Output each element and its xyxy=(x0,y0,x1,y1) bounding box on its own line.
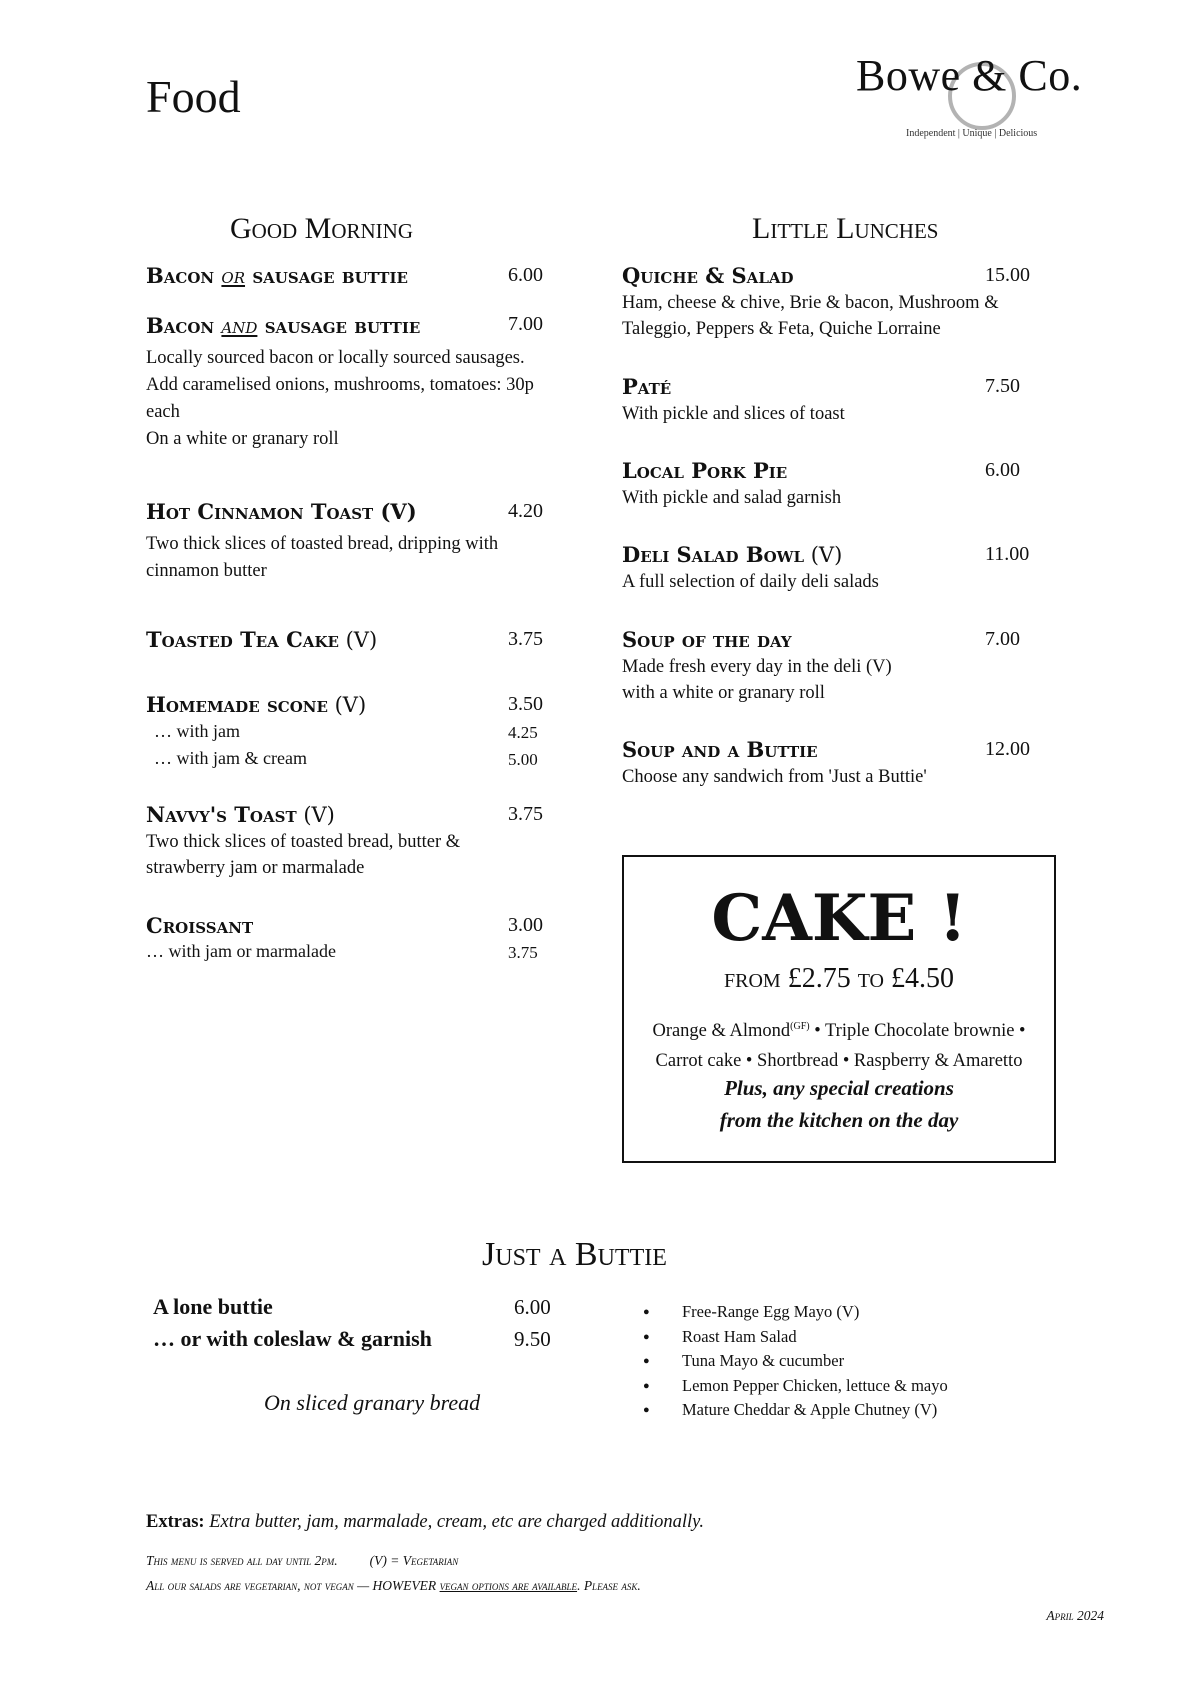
menu-item-price: 3.75 xyxy=(508,628,543,650)
menu-item-name: Croissant xyxy=(146,913,254,938)
menu-item-price: 15.00 xyxy=(985,264,1030,286)
extras-note: Extras: Extra butter, jam, marmalade, cream, etc are charged additionally. xyxy=(146,1512,704,1532)
logo-name: Bowe & Co. xyxy=(856,51,1083,100)
menu-item-description: Two thick slices of toasted bread, butter & strawberry jam or marmalade xyxy=(146,832,461,878)
menu-item-description: A full selection of daily deli salads xyxy=(622,572,879,592)
list-item: ● Lemon Pepper Chicken, lettuce & mayo xyxy=(640,1374,948,1399)
menu-sub-price: 4.25 xyxy=(508,723,538,742)
menu-item-name: Hot Cinnamon Toast (V) xyxy=(146,499,417,524)
menu-item-price: 3.75 xyxy=(508,803,543,825)
menu-item-price: 6.00 xyxy=(508,264,543,286)
menu-item-price: 4.20 xyxy=(508,500,543,522)
menu-item-name: Toasted Tea Cake (V) xyxy=(146,627,378,652)
buttie-option: … or with coleslaw & garnish xyxy=(153,1326,432,1351)
menu-item-description: Made fresh every day in the deli (V) with a white or granary roll xyxy=(622,657,892,703)
page-title: Food xyxy=(146,71,241,122)
list-item: ● Tuna Mayo & cucumber xyxy=(640,1349,948,1374)
menu-sub-price: 5.00 xyxy=(508,750,538,769)
menu-item-name: Local Pork Pie xyxy=(622,458,788,483)
menu-item-price: 7.00 xyxy=(508,313,543,335)
menu-item-price: 6.00 xyxy=(985,459,1020,481)
cake-price-range: from £2.75 to £4.50 xyxy=(724,963,954,994)
menu-item-price: 7.00 xyxy=(985,628,1020,650)
section-title-little-lunches: Little Lunches xyxy=(752,212,939,245)
menu-item-description: With pickle and salad garnish xyxy=(622,488,842,508)
logo-tagline: Independent | Unique | Delicious xyxy=(906,128,1038,139)
buttie-option: A lone buttie xyxy=(153,1294,273,1319)
menu-item-price: 3.00 xyxy=(508,914,543,936)
menu-item-name: Navvy's Toast (V) xyxy=(146,802,335,827)
cake-title: CAKE ! xyxy=(711,881,967,956)
menu-sub-price: 3.75 xyxy=(508,943,538,962)
menu-item-description: Choose any sandwich from 'Just a Buttie' xyxy=(622,767,927,787)
menu-item-price: 12.00 xyxy=(985,738,1030,760)
menu-sub-option: … with jam & cream xyxy=(154,748,307,768)
list-item: ● Roast Ham Salad xyxy=(640,1325,948,1350)
menu-item-name: Homemade scone (V) xyxy=(146,692,367,717)
menu-item-price: 3.50 xyxy=(508,693,543,715)
menu-date: April 2024 xyxy=(1046,1608,1104,1623)
menu-item-name: Paté xyxy=(622,374,672,399)
buttie-option-price: 9.50 xyxy=(514,1327,551,1351)
cake-list: Orange & Almond$^{(GF)}$ • Triple Chocolate brownie • Carrot cake • Shortbread • Raspberry & Amaretto xyxy=(652,1021,1026,1072)
menu-item-price: 7.50 xyxy=(985,375,1020,397)
section-title-just-a-buttie: Just a Buttie xyxy=(482,1236,667,1273)
menu-item-name: Soup and a Buttie xyxy=(622,737,818,762)
menu-item-name: Quiche & Salad xyxy=(622,263,794,288)
buttie-option-price: 6.00 xyxy=(514,1295,551,1319)
menu-sub-option: … with jam or marmalade xyxy=(146,941,336,961)
menu-item-name: Bacon and sausage buttie xyxy=(146,313,421,338)
cake-box xyxy=(622,855,1056,1163)
menu-item-name: Deli Salad Bowl (V) xyxy=(622,542,843,567)
menu-item-description: Two thick slices of toasted bread, dripping with cinnamon butter xyxy=(146,534,499,581)
list-item: ● Mature Cheddar & Apple Chutney (V) xyxy=(640,1398,948,1423)
vegan-note: All our salads are vegetarian, not vegan — HOWEVER vegan options are available. Please ask. xyxy=(146,1578,641,1593)
menu-item-name: Bacon or sausage buttie xyxy=(146,263,408,288)
menu-item-price: 11.00 xyxy=(985,543,1030,565)
menu-item-description: Ham, cheese & chive, Brie & bacon, Mushroom & Taleggio, Peppers & Feta, Quiche Lorraine xyxy=(622,293,999,339)
menu-item-name: Soup of the day xyxy=(622,627,792,652)
section-title-good-morning: Good Morning xyxy=(230,212,413,245)
cake-special-note: Plus, any special creations from the kitchen on the day xyxy=(719,1076,959,1132)
fillings-list xyxy=(640,1300,948,1423)
menu-item-description: Locally sourced bacon or locally sourced sausages. Add caramelised onions, mushrooms, tomatoes: 30p each On a white or granary roll xyxy=(146,348,534,449)
menu-item-description: With pickle and slices of toast xyxy=(622,404,845,424)
menu-sub-option: … with jam xyxy=(154,721,240,741)
list-item: ● Free-Range Egg Mayo (V) xyxy=(640,1300,948,1325)
bread-note: On sliced granary bread xyxy=(264,1390,481,1415)
served-note: This menu is served all day until 2pm. (V) = Vegetarian xyxy=(146,1553,459,1568)
logo xyxy=(856,50,1096,150)
